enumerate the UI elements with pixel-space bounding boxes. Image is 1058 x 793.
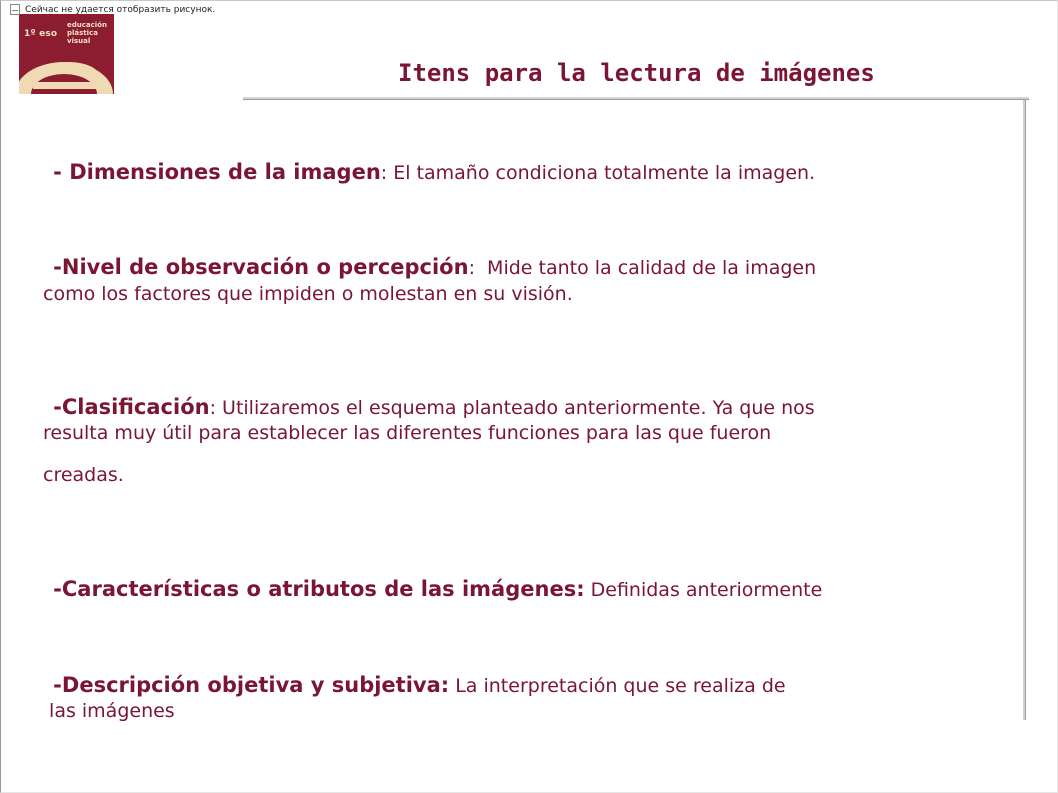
item-description-continued: resulta muy útil para establecer las diferentes funciones para las que fueron (43, 422, 772, 444)
item-description: El tamaño condiciona totalmente la imagen. (393, 162, 816, 184)
item-dimensiones (43, 141, 815, 184)
item-term: Descripción objetiva y subjetiva: (61, 673, 450, 697)
item-separator: : (380, 162, 394, 184)
item-description: La interpretación que se realiza de (455, 675, 786, 697)
logo-course-label: 1º eso (24, 29, 58, 39)
item-description-continued: como los factores que impiden o molestan en su visión. (43, 283, 573, 305)
item-dash: - (53, 577, 62, 601)
item-descripcion (43, 654, 786, 697)
logo-subject (67, 21, 113, 45)
item-description: Definidas anteriormente (590, 579, 823, 601)
item-dash: - (53, 160, 70, 184)
page-title: Itens para la lectura de imágenes (398, 59, 875, 87)
broken-image-icon (10, 4, 20, 15)
item-separator: : (468, 257, 488, 279)
item-term: Características o atributos de las imágenes: (61, 577, 585, 601)
item-description-continued: las imágenes (43, 700, 175, 722)
item-dash: - (53, 673, 62, 697)
title-divider (243, 97, 1029, 100)
item-nivel-observacion (43, 236, 816, 279)
logo-word: educación (67, 21, 107, 29)
logo-word: plástica (67, 29, 98, 37)
item-term: Nivel de observación o percepción (61, 255, 469, 279)
item-caracteristicas (43, 558, 822, 601)
course-logo (19, 14, 114, 94)
logo-word: visual (67, 37, 91, 45)
broken-image-text: Сейчас не удается отобразить рисунок. (25, 4, 216, 15)
content-divider (1023, 100, 1026, 720)
item-description-continued: creadas. (43, 464, 124, 486)
item-separator: : (209, 397, 223, 419)
broken-image-placeholder (10, 4, 215, 15)
item-description: Mide tanto la calidad de la imagen (487, 257, 817, 279)
item-term: Clasificación (61, 395, 210, 419)
item-dash: - (53, 395, 62, 419)
item-term: Dimensiones de la imagen (69, 160, 381, 184)
item-clasificacion (43, 376, 815, 419)
item-dash: - (53, 255, 62, 279)
item-description: Utilizaremos el esquema planteado anteriormente. Ya que nos (222, 397, 815, 419)
